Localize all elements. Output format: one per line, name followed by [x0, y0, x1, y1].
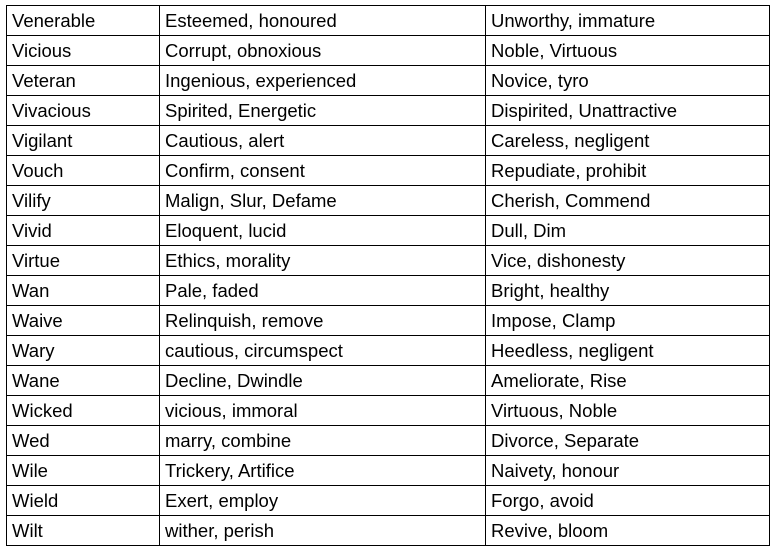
- synonyms-cell: Exert, employ: [160, 486, 486, 516]
- word-cell: Veteran: [7, 66, 160, 96]
- word-cell: Vivacious: [7, 96, 160, 126]
- synonyms-cell: Relinquish, remove: [160, 306, 486, 336]
- antonyms-cell: Divorce, Separate: [486, 426, 770, 456]
- table-row: [7, 276, 770, 306]
- antonyms-cell: Impose, Clamp: [486, 306, 770, 336]
- antonyms-cell: Bright, healthy: [486, 276, 770, 306]
- word-cell: Vilify: [7, 186, 160, 216]
- vocabulary-table-body: [7, 6, 770, 546]
- word-cell: Vigilant: [7, 126, 160, 156]
- word-cell: Vicious: [7, 36, 160, 66]
- synonyms-cell: Eloquent, lucid: [160, 216, 486, 246]
- synonyms-cell: Esteemed, honoured: [160, 6, 486, 36]
- synonyms-cell: Confirm, consent: [160, 156, 486, 186]
- antonyms-cell: Heedless, negligent: [486, 336, 770, 366]
- synonyms-cell: Malign, Slur, Defame: [160, 186, 486, 216]
- synonyms-cell: Ethics, morality: [160, 246, 486, 276]
- word-cell: Wicked: [7, 396, 160, 426]
- synonyms-cell: Pale, faded: [160, 276, 486, 306]
- antonyms-cell: Careless, negligent: [486, 126, 770, 156]
- table-row: [7, 306, 770, 336]
- word-cell: Wilt: [7, 516, 160, 546]
- word-cell: Waive: [7, 306, 160, 336]
- word-cell: Virtue: [7, 246, 160, 276]
- antonyms-cell: Vice, dishonesty: [486, 246, 770, 276]
- antonyms-cell: Cherish, Commend: [486, 186, 770, 216]
- synonyms-cell: vicious, immoral: [160, 396, 486, 426]
- table-row: [7, 246, 770, 276]
- table-row: [7, 396, 770, 426]
- synonyms-cell: cautious, circumspect: [160, 336, 486, 366]
- table-row: [7, 96, 770, 126]
- synonyms-cell: Decline, Dwindle: [160, 366, 486, 396]
- word-cell: Wed: [7, 426, 160, 456]
- word-cell: Wile: [7, 456, 160, 486]
- table-row: [7, 186, 770, 216]
- word-cell: Wane: [7, 366, 160, 396]
- antonyms-cell: Ameliorate, Rise: [486, 366, 770, 396]
- word-cell: Vivid: [7, 216, 160, 246]
- table-row: [7, 336, 770, 366]
- word-cell: Wan: [7, 276, 160, 306]
- table-row: [7, 6, 770, 36]
- antonyms-cell: Revive, bloom: [486, 516, 770, 546]
- antonyms-cell: Dull, Dim: [486, 216, 770, 246]
- synonyms-cell: Corrupt, obnoxious: [160, 36, 486, 66]
- word-cell: Vouch: [7, 156, 160, 186]
- table-row: [7, 366, 770, 396]
- synonyms-cell: Ingenious, experienced: [160, 66, 486, 96]
- table-row: [7, 156, 770, 186]
- antonyms-cell: Repudiate, prohibit: [486, 156, 770, 186]
- table-row: [7, 66, 770, 96]
- antonyms-cell: Virtuous, Noble: [486, 396, 770, 426]
- synonyms-cell: Trickery, Artifice: [160, 456, 486, 486]
- vocabulary-table: [6, 5, 770, 546]
- antonyms-cell: Forgo, avoid: [486, 486, 770, 516]
- antonyms-cell: Noble, Virtuous: [486, 36, 770, 66]
- table-row: [7, 426, 770, 456]
- synonyms-cell: marry, combine: [160, 426, 486, 456]
- synonyms-cell: Spirited, Energetic: [160, 96, 486, 126]
- synonyms-cell: Cautious, alert: [160, 126, 486, 156]
- word-cell: Venerable: [7, 6, 160, 36]
- word-cell: Wary: [7, 336, 160, 366]
- table-row: [7, 126, 770, 156]
- synonyms-cell: wither, perish: [160, 516, 486, 546]
- table-row: [7, 516, 770, 546]
- table-row: [7, 456, 770, 486]
- antonyms-cell: Dispirited, Unattractive: [486, 96, 770, 126]
- table-row: [7, 36, 770, 66]
- table-row: [7, 216, 770, 246]
- table-row: [7, 486, 770, 516]
- antonyms-cell: Unworthy, immature: [486, 6, 770, 36]
- word-cell: Wield: [7, 486, 160, 516]
- antonyms-cell: Novice, tyro: [486, 66, 770, 96]
- antonyms-cell: Naivety, honour: [486, 456, 770, 486]
